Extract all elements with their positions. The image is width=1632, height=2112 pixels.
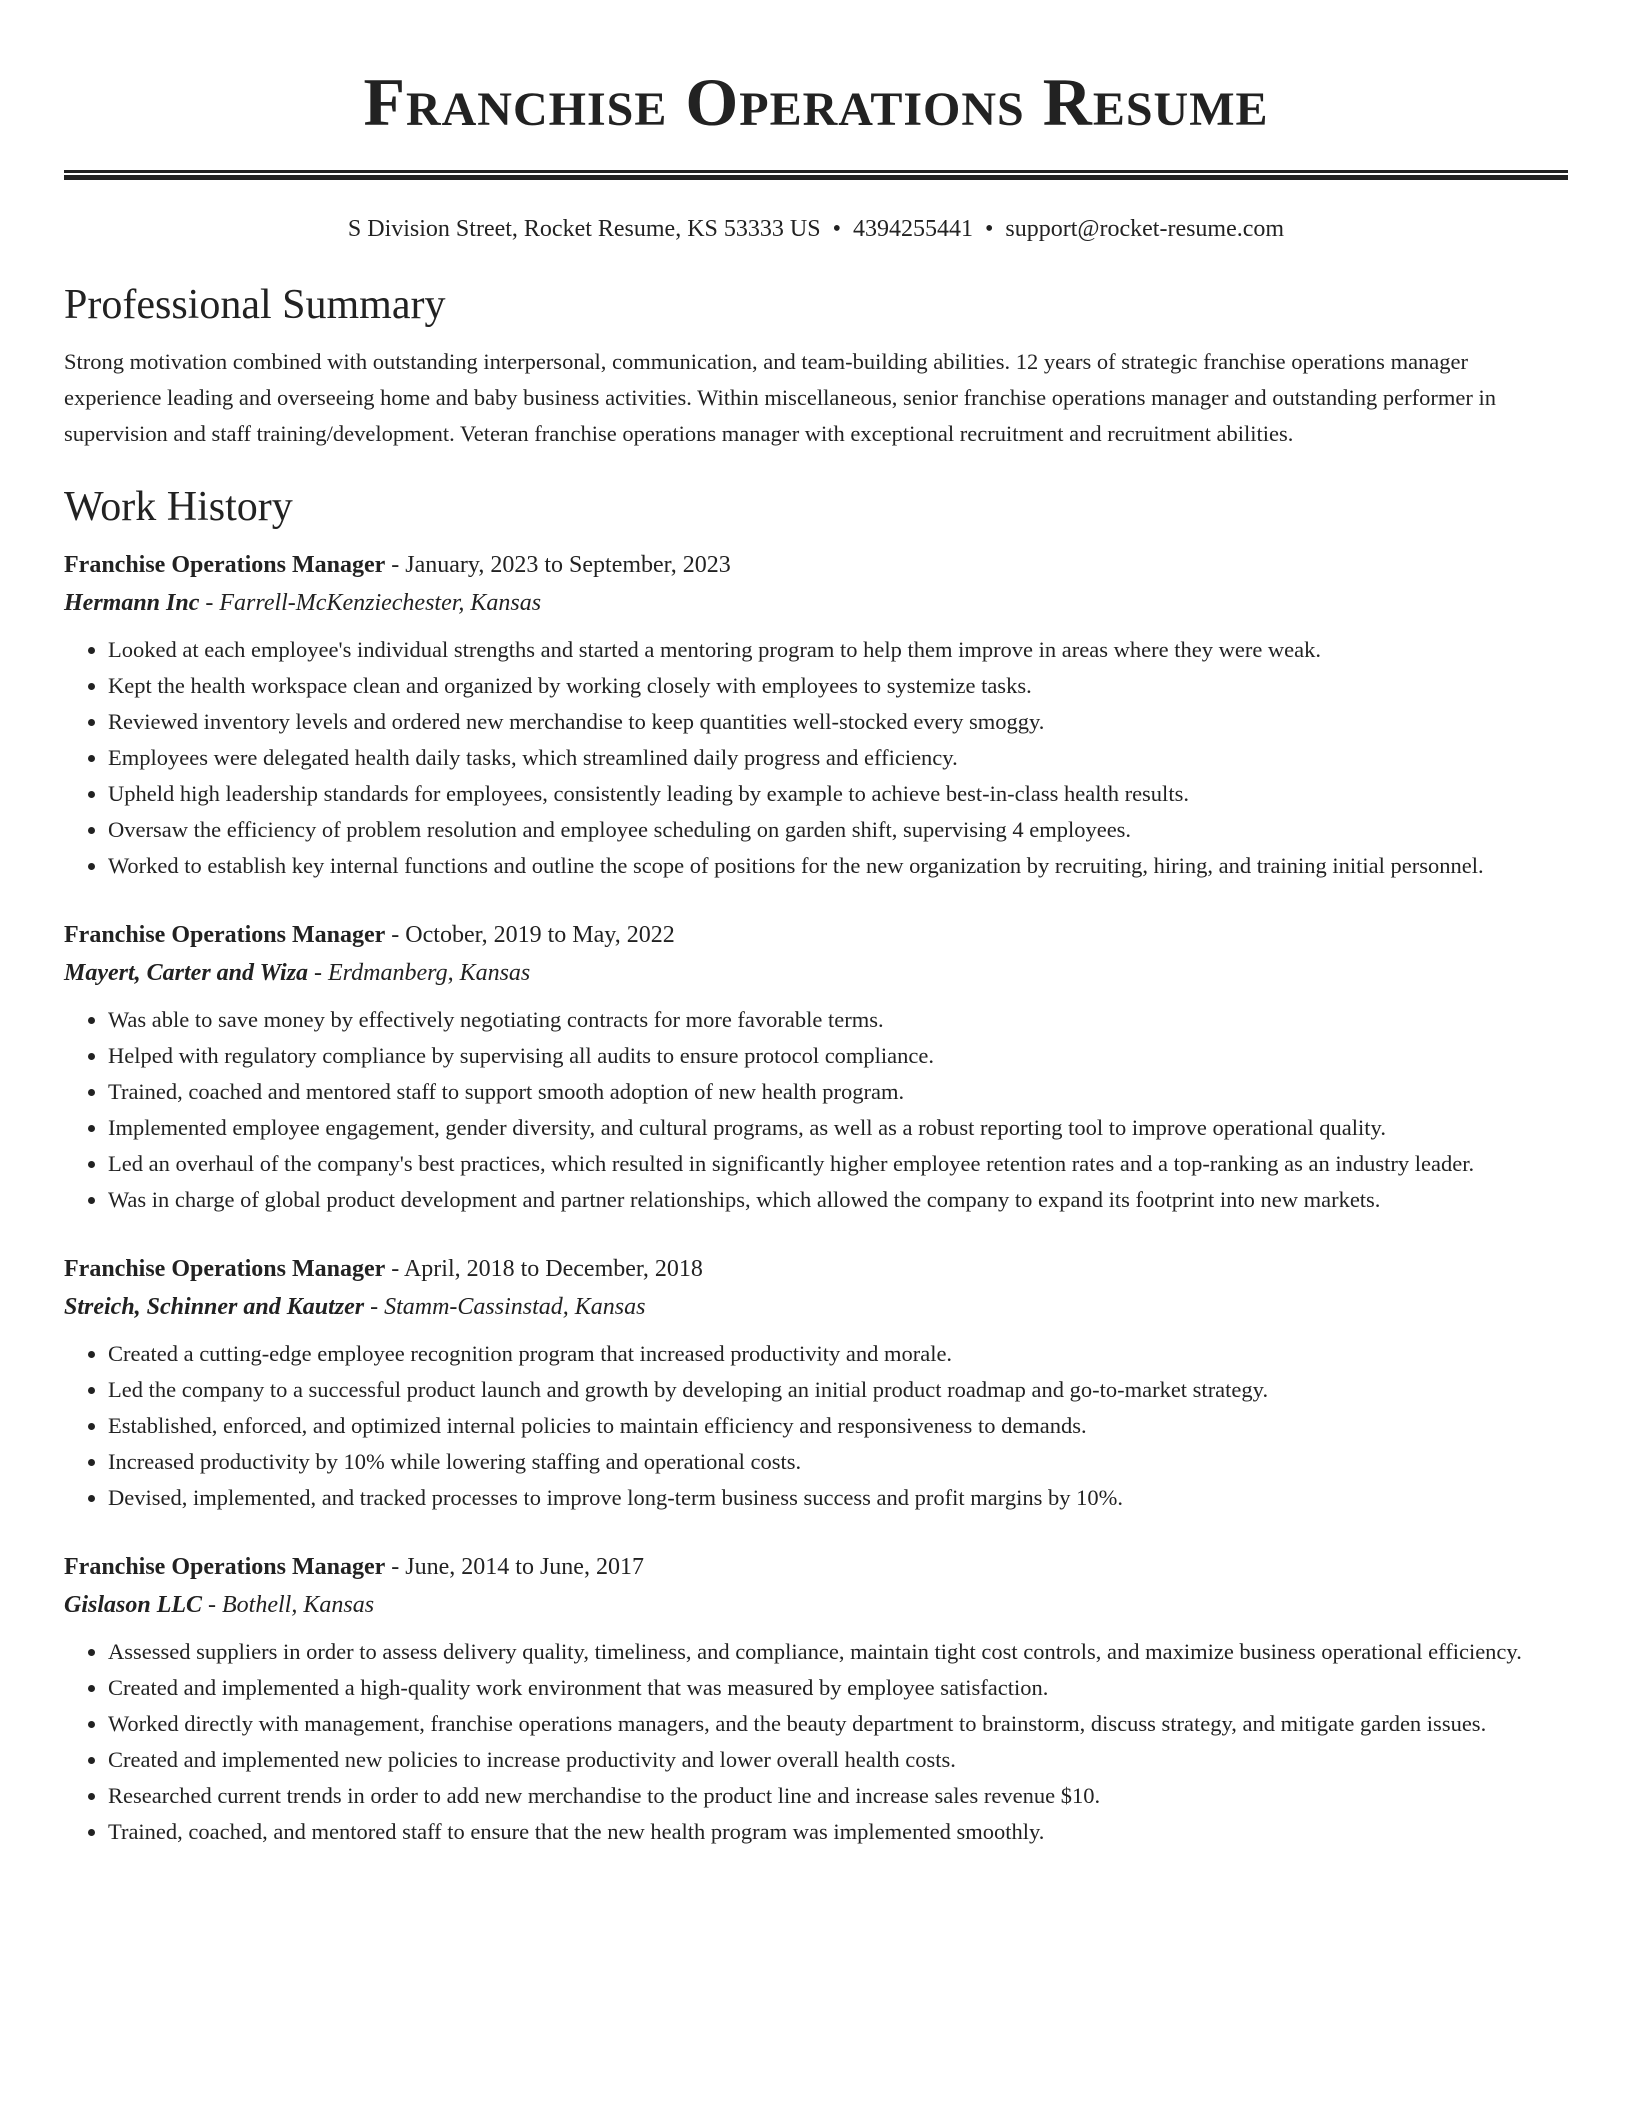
summary-heading: Professional Summary — [64, 282, 446, 328]
job-employer-line — [64, 1288, 1568, 1326]
job-duties-list — [64, 632, 1568, 884]
job-employer-line — [64, 1586, 1568, 1624]
job-role: Franchise Operations Manager — [64, 1256, 386, 1282]
contact-line — [64, 214, 1568, 244]
job-entry — [64, 546, 1568, 884]
job-dates: - June, 2014 to June, 2017 — [385, 1554, 644, 1580]
job-duty-item: • Created and implemented a high-quality work environment that was measured by employee satisfaction. — [108, 1670, 1568, 1706]
job-duties-list — [64, 1634, 1568, 1850]
job-header — [64, 546, 1568, 584]
contact-separator: • — [832, 216, 841, 242]
job-duty-item: • Worked directly with management, franchise operations managers, and the beauty department to brainstorm, discuss strategy, and mitigate garden issues. — [108, 1706, 1568, 1742]
contact-email: support@rocket-resume.com — [1005, 216, 1285, 242]
job-company: Streich, Schinner and Kautzer — [64, 1294, 365, 1320]
job-duty-item: • Upheld high leadership standards for employees, consistently leading by example to achieve best-in-class health results. — [108, 776, 1568, 812]
job-duty-item: • Employees were delegated health daily tasks, which streamlined daily progress and efficiency. — [108, 740, 1568, 776]
contact-address: S Division Street, Rocket Resume, KS 53333 US — [347, 216, 821, 242]
contact-phone: 4394255441 — [852, 216, 973, 242]
job-employer-line — [64, 584, 1568, 622]
job-entry — [64, 1250, 1568, 1516]
job-duty-item: • Created and implemented new policies to increase productivity and lower overall health costs. — [108, 1742, 1568, 1778]
job-duty-item: • Reviewed inventory levels and ordered new merchandise to keep quantities well-stocked every smoggy. — [108, 704, 1568, 740]
job-dates: - October, 2019 to May, 2022 — [385, 922, 675, 948]
summary-text: Strong motivation combined with outstanding interpersonal, communication, and team-building abilities. 12 years of strategic franchise operations manager experience leading and overseeing home and baby business activities. Within miscellaneous, senior franchise operations manager and outstanding performer in supervision and staff training/development. Veteran franchise operations manager with exceptional recruitment and recruitment abilities. — [64, 349, 1496, 446]
job-header — [64, 916, 1568, 954]
job-role: Franchise Operations Manager — [64, 1554, 386, 1580]
job-duty-item: • Oversaw the efficiency of problem resolution and employee scheduling on garden shift, supervising 4 employees. — [108, 812, 1568, 848]
job-duty-item: • Led an overhaul of the company's best practices, which resulted in significantly higher employee retention rates and a top-ranking as an industry leader. — [108, 1146, 1568, 1182]
job-company: Gislason LLC — [64, 1592, 203, 1618]
job-duty-item: • Established, enforced, and optimized internal policies to maintain efficiency and responsiveness to demands. — [108, 1408, 1568, 1444]
job-duty-item: • Implemented employee engagement, gender diversity, and cultural programs, as well as a robust reporting tool to improve operational quality. — [108, 1110, 1568, 1146]
job-duty-item: • Increased productivity by 10% while lowering staffing and operational costs. — [108, 1444, 1568, 1480]
job-duties-list — [64, 1002, 1568, 1218]
job-company: Hermann Inc — [64, 590, 200, 616]
job-location: - Bothell, Kansas — [202, 1592, 375, 1618]
contact-separator: • — [984, 216, 994, 242]
job-duty-item: • Devised, implemented, and tracked processes to improve long-term business success and profit margins by 10%. — [108, 1480, 1568, 1516]
job-entry — [64, 916, 1568, 1218]
work-history-heading: Work History — [64, 484, 293, 530]
job-location: - Stamm-Cassinstad, Kansas — [364, 1294, 646, 1320]
job-company: Mayert, Carter and Wiza — [64, 960, 309, 986]
job-dates: - January, 2023 to September, 2023 — [385, 552, 731, 578]
job-dates: - April, 2018 to December, 2018 — [385, 1256, 703, 1282]
job-duty-item: • Created a cutting-edge employee recognition program that increased productivity and morale. — [108, 1336, 1568, 1372]
job-employer-line — [64, 954, 1568, 992]
job-duty-item: • Was able to save money by effectively negotiating contracts for more favorable terms. — [108, 1002, 1568, 1038]
job-header — [64, 1548, 1568, 1586]
job-duty-item: • Was in charge of global product development and partner relationships, which allowed the company to expand its footprint into new markets. — [108, 1182, 1568, 1218]
job-role: Franchise Operations Manager — [64, 552, 386, 578]
work-history-list — [64, 546, 1568, 1850]
job-duty-item: • Trained, coached, and mentored staff to ensure that the new health program was implemented smoothly. — [108, 1814, 1568, 1850]
job-duties-list — [64, 1336, 1568, 1516]
page-title: Franchise Operations Resume — [363, 64, 1269, 140]
job-location: - Erdmanberg, Kansas — [308, 960, 531, 986]
job-header — [64, 1250, 1568, 1288]
job-duty-item: • Researched current trends in order to add new merchandise to the product line and increase sales revenue $10. — [108, 1778, 1568, 1814]
job-duty-item: • Helped with regulatory compliance by supervising all audits to ensure protocol compliance. — [108, 1038, 1568, 1074]
job-role: Franchise Operations Manager — [64, 922, 386, 948]
job-duty-item: • Worked to establish key internal functions and outline the scope of positions for the new organization by recruiting, hiring, and training initial personnel. — [108, 848, 1568, 884]
job-duty-item: • Assessed suppliers in order to assess delivery quality, timeliness, and compliance, maintain tight cost controls, and maximize business operational efficiency. — [108, 1634, 1568, 1670]
title-divider — [64, 170, 1568, 180]
job-location: - Farrell-McKenziechester, Kansas — [199, 590, 542, 616]
job-entry — [64, 1548, 1568, 1850]
job-duty-item: • Looked at each employee's individual strengths and started a mentoring program to help them improve in areas where they were weak. — [108, 632, 1568, 668]
job-duty-item: • Trained, coached and mentored staff to support smooth adoption of new health program. — [108, 1074, 1568, 1110]
job-duty-item: • Led the company to a successful product launch and growth by developing an initial product roadmap and go-to-market strategy. — [108, 1372, 1568, 1408]
job-duty-item: • Kept the health workspace clean and organized by working closely with employees to systemize tasks. — [108, 668, 1568, 704]
